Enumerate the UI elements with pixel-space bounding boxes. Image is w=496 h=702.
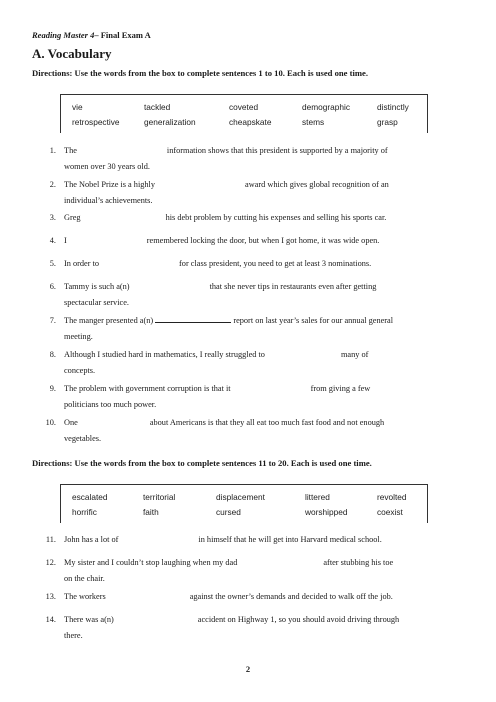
text: accident on Highway 1, so you should avoid driving through xyxy=(197,615,400,624)
word: coexist xyxy=(377,507,403,517)
text: Greg xyxy=(64,213,81,222)
text: The workers xyxy=(64,592,106,601)
text: The Nobel Prize is a highly xyxy=(64,180,156,189)
text: that she never tips in restaurants even after getting xyxy=(209,282,377,291)
word: grasp xyxy=(377,117,398,127)
text: The xyxy=(64,146,77,155)
page-header xyxy=(32,30,151,40)
text: My sister and I couldn’t stop laughing when my dad xyxy=(64,558,238,567)
question-number: 9. xyxy=(49,384,56,393)
question-number: 12. xyxy=(45,558,56,567)
word: worshipped xyxy=(305,507,348,517)
text: concepts. xyxy=(64,365,96,375)
page-number: 2 xyxy=(245,664,251,674)
word: littered xyxy=(305,492,330,502)
series-title: Reading Master 4 xyxy=(32,30,95,40)
word: distinctly xyxy=(377,102,409,112)
text: In order to xyxy=(64,259,100,268)
question-number: 13. xyxy=(45,592,56,601)
word-box-1 xyxy=(60,94,428,133)
text: his debt problem by cutting his expenses and selling his sports car. xyxy=(165,213,387,222)
word: cursed xyxy=(216,507,241,517)
word: displacement xyxy=(216,492,265,502)
text: politicians too much power. xyxy=(64,399,157,409)
word: escalated xyxy=(72,492,108,502)
text: on the chair. xyxy=(64,573,105,583)
text: report on last year’s sales for our annual general xyxy=(233,316,394,325)
word-box-2 xyxy=(60,484,428,523)
question-number: 3. xyxy=(49,213,56,222)
word: demographic xyxy=(302,102,350,112)
word: faith xyxy=(143,507,159,517)
question-number: 8. xyxy=(49,350,56,359)
directions-part2: Directions: Use the words from the box to complete sentences 11 to 20. Each is used one time. xyxy=(32,458,372,468)
text: vegetables. xyxy=(64,433,102,443)
text: Tammy is such a(n) xyxy=(64,282,130,291)
question-number: 11. xyxy=(45,535,56,544)
question-number: 6. xyxy=(49,282,56,291)
text: The problem with government corruption is that it xyxy=(64,384,231,393)
word: retrospective xyxy=(72,117,120,127)
text: Although I studied hard in mathematics, I really struggled to xyxy=(64,350,265,359)
question-number: 10. xyxy=(45,418,56,427)
exam-title: – Final Exam A xyxy=(94,30,151,40)
word: tackled xyxy=(144,102,171,112)
text: in himself that he will get into Harvard medical school. xyxy=(198,535,382,544)
text: information shows that this president is supported by a majority of xyxy=(166,146,388,155)
question-number: 2. xyxy=(49,180,56,189)
text: The manger presented a(n) xyxy=(64,316,154,325)
text: meeting. xyxy=(64,331,93,341)
question-number: 1. xyxy=(49,146,56,155)
section-title: A. Vocabulary xyxy=(32,46,112,61)
text: There was a(n) xyxy=(64,615,114,624)
word: stems xyxy=(302,117,325,127)
word: vie xyxy=(72,102,83,112)
text: many of xyxy=(340,350,369,359)
text: One xyxy=(64,418,78,427)
directions-part1: Directions: Use the words from the box to complete sentences 1 to 10. Each is used one time. xyxy=(32,68,368,78)
text: John has a lot of xyxy=(64,535,119,544)
text: after stubbing his toe xyxy=(323,558,394,567)
question-number: 4. xyxy=(49,236,56,245)
word: horrific xyxy=(72,507,97,517)
text: remembered locking the door, but when I got home, it was wide open. xyxy=(146,236,380,245)
word: revolted xyxy=(377,492,407,502)
text: I xyxy=(64,236,67,245)
text: individual’s achievements. xyxy=(64,195,153,205)
text: about Americans is that they all eat too much fast food and not enough xyxy=(149,418,385,427)
text: there. xyxy=(64,630,83,640)
text: from giving a few xyxy=(310,384,371,393)
text: against the owner’s demands and decided to walk off the job. xyxy=(189,592,393,601)
text: women over 30 years old. xyxy=(64,161,150,171)
word: coveted xyxy=(229,102,259,112)
answer-blank[interactable] xyxy=(155,314,231,323)
word: cheapskate xyxy=(229,117,272,127)
question-number: 14. xyxy=(45,615,56,624)
text: award which gives global recognition of an xyxy=(245,180,389,189)
word: territorial xyxy=(143,492,176,502)
text: for class president, you need to get at least 3 nominations. xyxy=(179,259,372,268)
text: spectacular service. xyxy=(64,297,129,307)
word: generalization xyxy=(144,117,196,127)
question-number: 5. xyxy=(49,259,56,268)
question-number: 7. xyxy=(49,316,56,325)
